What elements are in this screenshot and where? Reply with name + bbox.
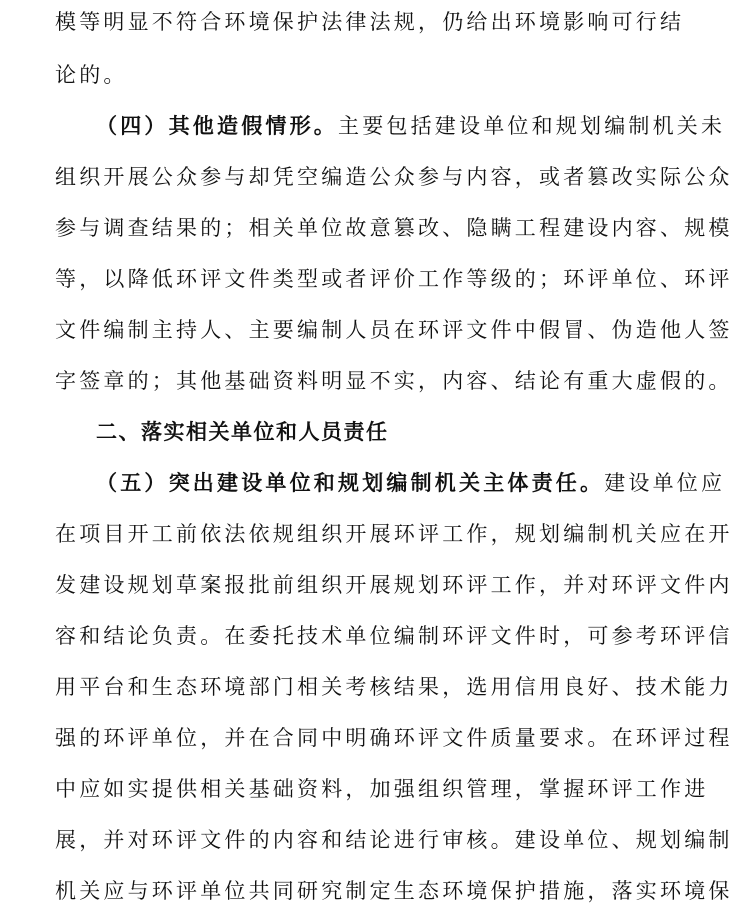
section-heading: 二、落实相关单位和人员责任 (96, 420, 389, 444)
section-five-heading: （五）突出建设单位和规划编制机关主体责任。 (96, 470, 605, 495)
text-line: 机关应与环评单位共同研究制定生态环境保护措施，落实环境保 (55, 879, 733, 903)
text-line: 文件编制主持人、主要编制人员在环评文件中假冒、伪造他人签 (55, 318, 733, 342)
text-line: 用平台和生态环境部门相关考核结果，选用信用良好、技术能力 (55, 675, 733, 699)
text-line: 容和结论负责。在委托技术单位编制环评文件时，可参考环评信 (55, 624, 733, 648)
text-line: 字签章的；其他基础资料明显不实，内容、结论有重大虚假的。 (55, 369, 733, 393)
section-four-heading: （四）其他造假情形。 (96, 113, 338, 138)
text-line: 发建设规划草案报批前组织开展规划环评工作，并对环评文件内 (55, 573, 733, 597)
text-line: 等，以降低环评文件类型或者评价工作等级的；环评单位、环评 (55, 267, 733, 291)
section-four-text: 主要包括建设单位和规划编制机关未 (338, 114, 726, 138)
text-line: 组织开展公众参与却凭空编造公众参与内容，或者篡改实际公众 (55, 165, 733, 189)
section-five-line (96, 468, 725, 498)
text-line: 中应如实提供相关基础资料，加强组织管理，掌握环评工作进 (55, 777, 709, 801)
text-line: 在项目开工前依法依规组织开展环评工作，规划编制机关应在开 (55, 522, 733, 546)
text-line: 模等明显不符合环境保护法律法规，仍给出环境影响可行结 (55, 10, 685, 34)
text-line: 论的。 (55, 63, 128, 87)
text-line: 展，并对环评文件的内容和结论进行审核。建设单位、规划编制 (55, 828, 733, 852)
text-line: 强的环评单位，并在合同中明确环评文件质量要求。在环评过程 (55, 726, 733, 750)
section-five-text: 建设单位应 (604, 471, 726, 495)
section-four-line (96, 111, 725, 141)
text-line: 参与调查结果的；相关单位故意篡改、隐瞒工程建设内容、规模 (55, 216, 733, 240)
